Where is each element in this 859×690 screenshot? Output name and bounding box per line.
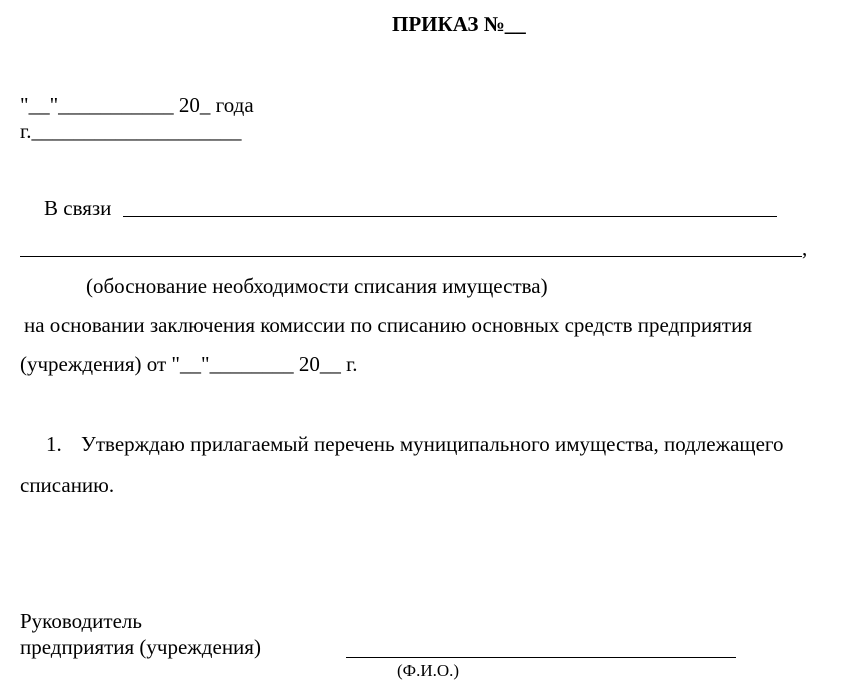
reason-prefix: В связи — [44, 196, 112, 220]
reason-hint: (обоснование необходимости списания имущества) — [86, 274, 548, 298]
reason-blank-line-2 — [20, 256, 802, 257]
signature-hint: (Ф.И.О.) — [397, 661, 460, 680]
basis-line-1: на основании заключения комиссии по списанию основных средств предприятия — [24, 313, 752, 337]
date-line: "__"___________ 20_ года — [20, 93, 254, 117]
order-title: ПРИКАЗ №__ — [392, 12, 526, 36]
reason-comma: , — [802, 236, 808, 260]
item-text-line-1: Утверждаю прилагаемый перечень муниципального имущества, подлежащего — [81, 432, 784, 456]
city-line: г.____________________ — [20, 119, 242, 143]
item-number: 1. — [46, 432, 62, 456]
signer-title-line-2: предприятия (учреждения) — [20, 635, 261, 659]
reason-blank-line-1 — [123, 216, 777, 217]
signature-blank-line — [346, 657, 736, 658]
basis-line-2: (учреждения) от "__"________ 20__ г. — [20, 352, 358, 376]
item-text-line-2: списанию. — [20, 473, 115, 497]
signer-title-line-1: Руководитель — [20, 609, 142, 633]
